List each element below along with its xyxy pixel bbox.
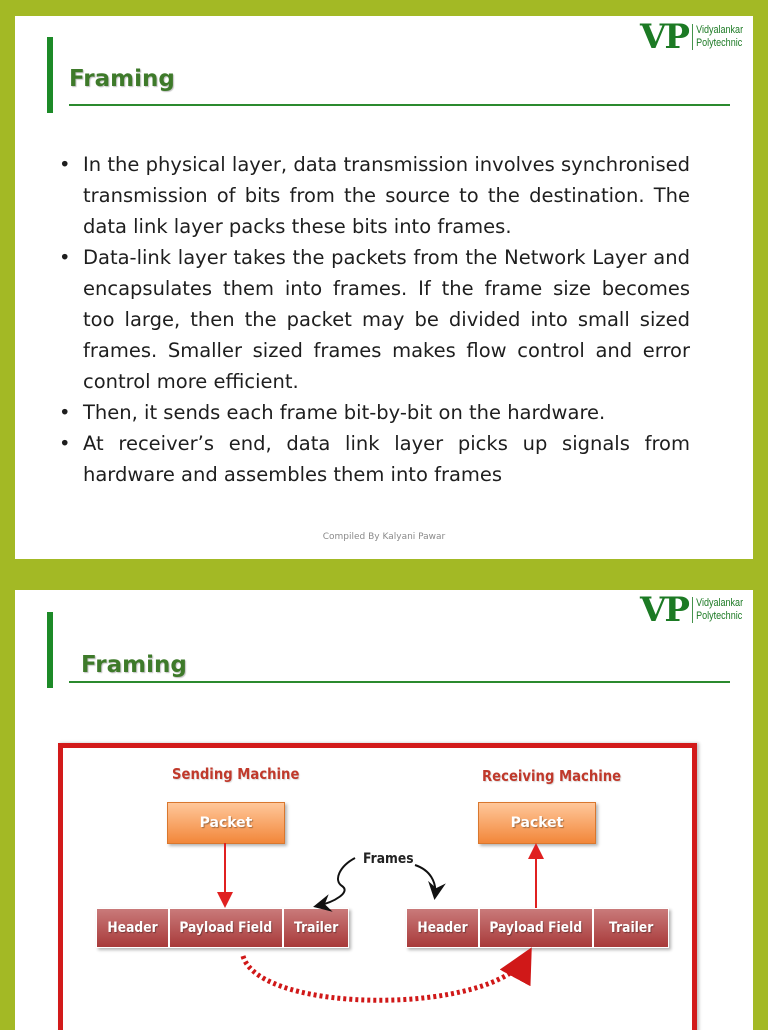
frame-trailer-cell: Trailer [283, 908, 349, 948]
frame-header-cell: Header [96, 908, 169, 948]
slide-footer: Compiled By Kalyani Pawar [322, 532, 446, 542]
slide-title: Framing [69, 66, 175, 92]
slide-title: Framing [81, 652, 187, 678]
frame-header-cell: Header [406, 908, 479, 948]
logo-mark: VP [640, 17, 688, 57]
bullet-item: • Then, it sends each frame bit-by-bit on the hardware. [59, 397, 690, 428]
logo-line-1: Vidyalankar [696, 597, 744, 609]
transmission-arrow [243, 956, 527, 1000]
logo [640, 16, 753, 58]
frame-payload-cell: Payload Field [479, 908, 593, 948]
bullet-item: • Data-link layer takes the packets from the Network Layer and encapsulates them into frames. If the frame size becomes too large, then the packet may be divided into small sized frames. Smaller sized frames makes flow control and error control more efficient. [59, 242, 690, 397]
receiving-machine-label: Receiving Machine [482, 767, 622, 785]
logo-line-2: Polytechnic [696, 610, 743, 622]
logo-line-2: Polytechnic [696, 37, 743, 49]
sending-machine-label: Sending Machine [172, 765, 300, 783]
logo-mark: VP [640, 590, 688, 630]
bullet-item: • At receiver’s end, data link layer picks up signals from hardware and assembles them into frames [59, 428, 690, 490]
frames-label: Frames [363, 851, 414, 867]
frames-right-arrow [415, 865, 435, 896]
frames-left-arrow [317, 858, 355, 906]
frame-payload-cell: Payload Field [169, 908, 283, 948]
title-accent-bar [47, 37, 53, 113]
slide-2 [15, 590, 753, 1030]
title-underline [69, 104, 730, 106]
diagram-arrows [15, 590, 753, 1030]
frame-trailer-cell: Trailer [593, 908, 669, 948]
logo-text [692, 24, 742, 50]
packet-label: Packet [199, 815, 253, 831]
packet-label: Packet [510, 815, 564, 831]
bullet-list [59, 149, 690, 490]
slide-1 [15, 16, 753, 559]
bullet-item: • In the physical layer, data transmission involves synchronised transmission of bits from the source to the destination. The data link layer packs these bits into frames. [59, 149, 690, 242]
logo-line-1: Vidyalankar [696, 24, 744, 36]
